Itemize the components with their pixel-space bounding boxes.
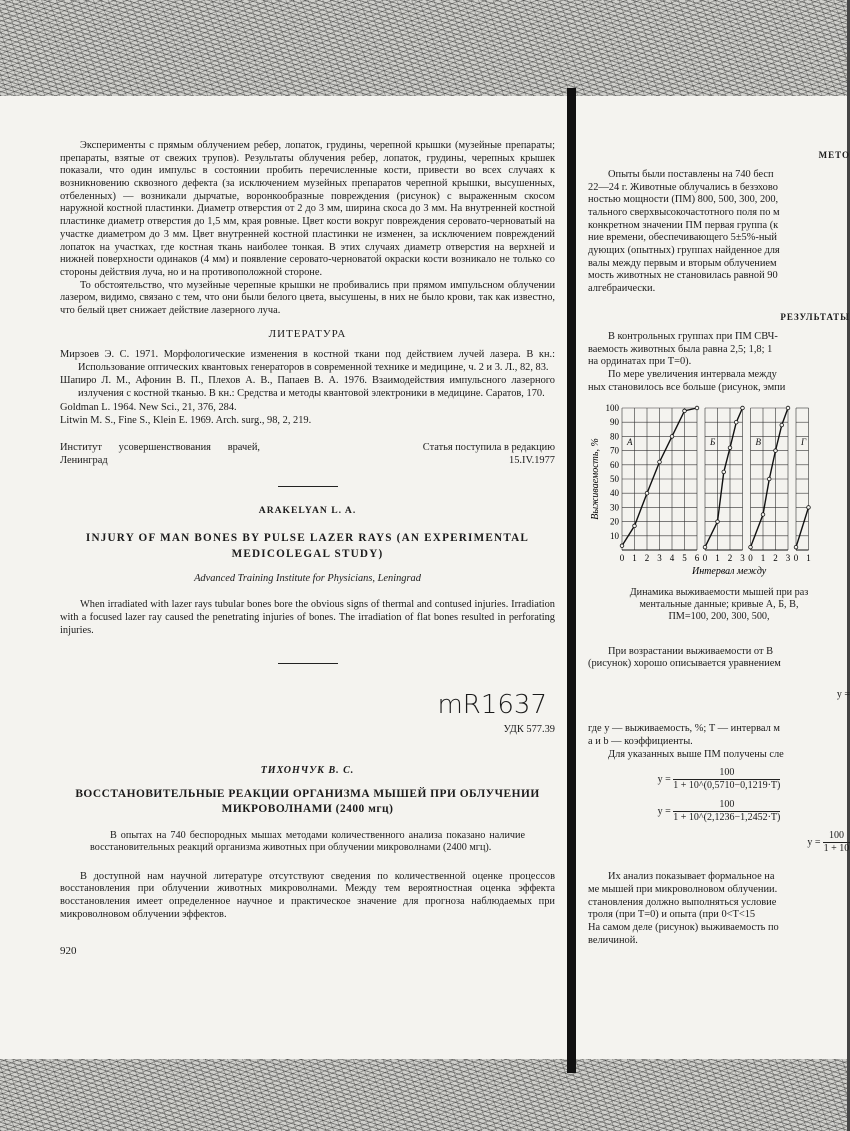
survival-chart-svg	[588, 400, 850, 578]
y-tick-label: 100	[605, 403, 619, 414]
affiliation-row	[60, 442, 555, 467]
left-page	[60, 140, 555, 959]
x-tick-label: 3	[785, 553, 791, 564]
caption-line: ментальные данные; кривые А, Б, В,	[639, 599, 799, 611]
literature-title: ЛИТЕРАТУРА	[268, 327, 347, 340]
x-tick-label: 0	[748, 553, 753, 564]
fraction	[673, 799, 780, 824]
caption-line: ПМ=100, 200, 300, 500,	[668, 611, 770, 623]
data-point	[734, 421, 738, 425]
data-point	[794, 546, 798, 550]
text-line: дующих (опытных) группах найденное для	[588, 245, 780, 257]
panel-label: В	[755, 437, 761, 448]
en-author: ARAKELYAN L. A.	[258, 504, 357, 516]
data-point	[703, 546, 707, 550]
x-tick-label: 0	[702, 553, 708, 564]
reference-list	[60, 349, 555, 428]
data-point	[767, 477, 771, 481]
series-line	[705, 408, 743, 547]
text-line: величиной.	[588, 934, 638, 946]
udk-code: УДК 577.39	[503, 724, 555, 736]
y-tick-label: 60	[610, 460, 619, 471]
y-tick-label: 10	[610, 531, 619, 542]
handwritten-note: mR1637	[437, 690, 547, 721]
reference-item: Goldman L. 1964. New Sci., 21, 376, 284.	[60, 401, 237, 413]
book-gutter	[567, 88, 576, 1073]
formula-lhs: y =	[657, 805, 671, 817]
text-line: троля (при T=0) и опыта (при 0<T<15	[588, 909, 756, 921]
text-line: ние времени, обеспечивающего 5±5%-ный	[588, 232, 777, 244]
figure-caption	[588, 587, 850, 624]
methods-text	[588, 169, 850, 296]
institute: Институт усовершенствования врачей, Ленинград	[60, 442, 260, 466]
text-line: ваемость животных была равна 2,5; 1,8; 1	[588, 343, 773, 355]
text-line: тального сверхвысокочастотного поля по м	[588, 207, 780, 219]
x-tick-label: 5	[682, 553, 687, 564]
final-text	[588, 871, 850, 947]
data-point	[620, 544, 624, 548]
formula-2	[588, 799, 850, 824]
data-point	[749, 546, 753, 550]
divider	[278, 663, 338, 664]
text-line: 22—24 г. Животные облучались в безэхово	[588, 181, 778, 193]
ru-title: ВОССТАНОВИТЕЛЬНЫЕ РЕАКЦИИ ОРГАНИЗМА МЫШЕЙ ПРИ ОБЛУЧЕНИИ МИКРОВОЛНАМИ (2400 мгц)	[75, 788, 540, 816]
y-tick-label: 20	[610, 516, 619, 527]
y-tick-label: 50	[610, 474, 619, 485]
data-point	[722, 470, 726, 474]
x-tick-label: 2	[727, 553, 733, 564]
formula-3	[588, 830, 850, 855]
text-line: мость животных не становилась равной 90	[588, 270, 778, 282]
reference-item: Litwin M. S., Fine S., Klein E. 1969. Arch. surg., 98, 2, 219.	[60, 415, 312, 427]
text-line: алгебраически.	[588, 283, 656, 295]
ru-body: В доступной нам научной литературе отсутствуют сведения по количественной оценке процессов восстановления при облучении животных микроволнами. Между тем вероятностная оценка эффекта восстановления имеет определенное научное и практическое значение для прогноза наблюдаемых при микроволновом облучении эффектов.	[60, 870, 555, 920]
intro-paragraph: Эксперименты с прямым облучением ребер, лопаток, грудины, черепной крышки (музейные препараты; препараты, взятые от свежих трупов). Результаты облучения ребер, лопаток, грудины, черепных крышек показали, что один импульс в состоянии пробить перечисленные кости, привести во всех случаях к возникновению сквозного дефекта (за исключением музейных препаратов черепной крышки, высушенных, отбеленных) — возникали дырчатые, воронкообразные повреждения (рисунок) с выраженным скосом наружной костной пластинки. Диаметр отверстия от 2 до 3 мм, ширина скоса до 3 мм. На внутренней костной пластинке диаметр отверстия до 1,5 мм, края ровные. Цвет кости вокруг повреждения серовато-черноватый на участке диаметром до 3 мм. Цвет внутренней костной пластинки не изменен, за исключением повреждений лопаток на участках, где костная ткань наиболее тонкая. В этих случаях диаметр отверстия на верхней и нижней поверхности одинаков (4 мм) и появление серовато-черноватой окраски кости возникало не только со стороны действия луча, но и на противоположной стороне.	[60, 140, 555, 278]
text-line: становления должно выполняться условие	[588, 896, 777, 908]
x-axis-label: Интервал между	[692, 566, 767, 578]
page-number: 920	[60, 945, 77, 958]
formula-general: y =	[836, 689, 850, 701]
text-line: на ординатах при T=0).	[588, 356, 692, 368]
denominator: 1 + 10^(2,1236−1,2452·T)	[673, 811, 781, 823]
numerator: 100	[673, 799, 780, 812]
text-line: Их анализ показывает формальное на	[608, 871, 775, 883]
x-tick-label: 1	[715, 553, 720, 564]
second-paragraph: То обстоятельство, что музейные черепные крышки не пробивались при прямом импульсном облучении лазером, видимо, связано с тем, что они были белого цвета, высушены, в них не было крови, так как известно, что белый цвет снижает действие лазерного луча.	[60, 279, 555, 316]
x-tick-label: 3	[740, 553, 745, 564]
survival-chart	[588, 400, 850, 583]
divider	[278, 486, 338, 487]
data-point	[658, 460, 662, 464]
data-point	[645, 492, 649, 496]
x-tick-label: 3	[657, 553, 662, 564]
reference-item: Шапиро Л. М., Афонин В. П., Плехов А. В., Папаев В. А. 1976. Взаимодействия импульсного лазерного излучения с костной тканью. В кн.: Средства и методы квантовой электроники в медицине. Саратов, 170.	[60, 375, 555, 400]
data-point	[741, 406, 745, 410]
data-point	[716, 520, 720, 524]
x-tick-label: 4	[669, 553, 675, 564]
ru-author: ТИХОНЧУК В. С.	[260, 764, 355, 776]
data-point	[786, 406, 790, 410]
en-institute: Advanced Training Institute for Physicians, Leningrad	[194, 572, 421, 584]
text-line: В контрольных группах при ПМ СВЧ-	[608, 330, 778, 342]
formula-lhs: y =	[807, 837, 821, 848]
text-line: Для указанных выше ПМ получены сле	[608, 748, 784, 760]
numerator: 100	[823, 830, 850, 843]
formula-lhs: y =	[657, 774, 671, 786]
numerator: 100	[673, 767, 780, 780]
received-date: Статья поступила в редакцию 15.IV.1977	[422, 442, 555, 466]
results-text	[588, 331, 850, 394]
en-title: INJURY OF MAN BONES BY PULSE LAZER RAYS (AN EXPERIMENTAL MEDICOLEGAL STUDY)	[85, 532, 530, 561]
text-line: Опыты были поставлены на 740 бесп	[608, 168, 774, 180]
fraction	[673, 767, 780, 792]
en-abstract: When irradiated with lazer rays tubular bones bore the obvious signs of thermal and contused injuries. Irradiation with a focused lazer ray caused the penetrating injuries of bones. The irradiation of flat bones resulted in perforating injuries.	[60, 599, 555, 636]
text-line: По мере увеличения интервала между	[608, 368, 777, 380]
text-line: валы между первым и вторым облучением	[588, 257, 777, 269]
data-point	[670, 435, 674, 439]
reference-item: Мирзоев Э. С. 1971. Морфологические изменения в костной ткани под действием лучей лазера. В кн.: Использование оптических квантовых генераторов в современной технике и медицине, ч. 2 и 3. Л., 82, 83.	[60, 349, 555, 373]
text-line: конкретном значении ПМ первая группа (к	[588, 219, 779, 231]
text-line: ме мышей при микроволновом облучении.	[588, 884, 778, 896]
x-tick-label: 0	[619, 553, 625, 564]
x-tick-label: 1	[760, 553, 766, 564]
formula-1	[588, 767, 850, 792]
legend-text	[588, 723, 850, 761]
x-tick-label: 1	[632, 553, 637, 564]
y-tick-label: 70	[610, 445, 619, 456]
x-tick-label: 2	[773, 553, 778, 564]
caption-line: Динамика выживаемости мышей при раз	[629, 586, 809, 598]
text-line: При возрастании выживаемости от В	[608, 645, 774, 657]
text-line: (рисунок) хорошо описывается уравнением	[588, 658, 781, 670]
x-tick-label: 0	[793, 553, 799, 564]
text-line: ных становилось все больше (рисунок, эмпи	[588, 381, 786, 393]
fraction	[823, 830, 850, 855]
scan-noise-bottom	[0, 1059, 850, 1131]
data-point	[774, 449, 778, 453]
panel-label: Г	[801, 437, 807, 448]
series-line	[796, 508, 809, 548]
y-tick-label: 80	[610, 431, 619, 442]
section-results: РЕЗУЛЬТАТЫ	[780, 311, 850, 322]
data-point	[695, 406, 699, 410]
after-text	[588, 646, 850, 671]
text-line: На самом деле (рисунок) выживаемость по	[588, 922, 779, 934]
x-tick-label: 6	[694, 553, 700, 564]
scan-noise-top	[0, 0, 850, 96]
right-page	[588, 148, 850, 948]
panel-label: Б	[710, 437, 716, 448]
ru-abstract: В опытах на 740 беспородных мышах методами количественного анализа показано наличие восстановительных реакций организма животных при облучении микроволнами (2400 мгц).	[90, 829, 525, 854]
y-tick-label: 40	[610, 488, 619, 499]
y-axis-label: Выживаемость, %	[590, 438, 601, 521]
denominator: 1 + 10^(0,5710−0,1219·T)	[673, 780, 781, 792]
text-line: где y — выживаемость, %; T — интервал м	[588, 723, 780, 735]
data-point	[633, 524, 637, 528]
data-point	[807, 506, 811, 510]
x-tick-label: 1	[806, 553, 811, 564]
data-point	[761, 513, 765, 517]
data-point	[683, 409, 687, 413]
text-line: a и b — коэффициенты.	[588, 735, 693, 747]
section-methods: МЕТО	[818, 150, 850, 160]
y-tick-label: 30	[610, 502, 619, 513]
panel-label: А	[627, 437, 633, 448]
denominator: 1 + 10	[823, 843, 850, 855]
y-tick-label: 90	[610, 417, 619, 428]
x-tick-label: 2	[644, 553, 650, 564]
text-line: ностью мощности (ПМ) 800, 500, 300, 200,	[588, 194, 779, 206]
data-point	[728, 446, 732, 450]
data-point	[780, 423, 784, 427]
